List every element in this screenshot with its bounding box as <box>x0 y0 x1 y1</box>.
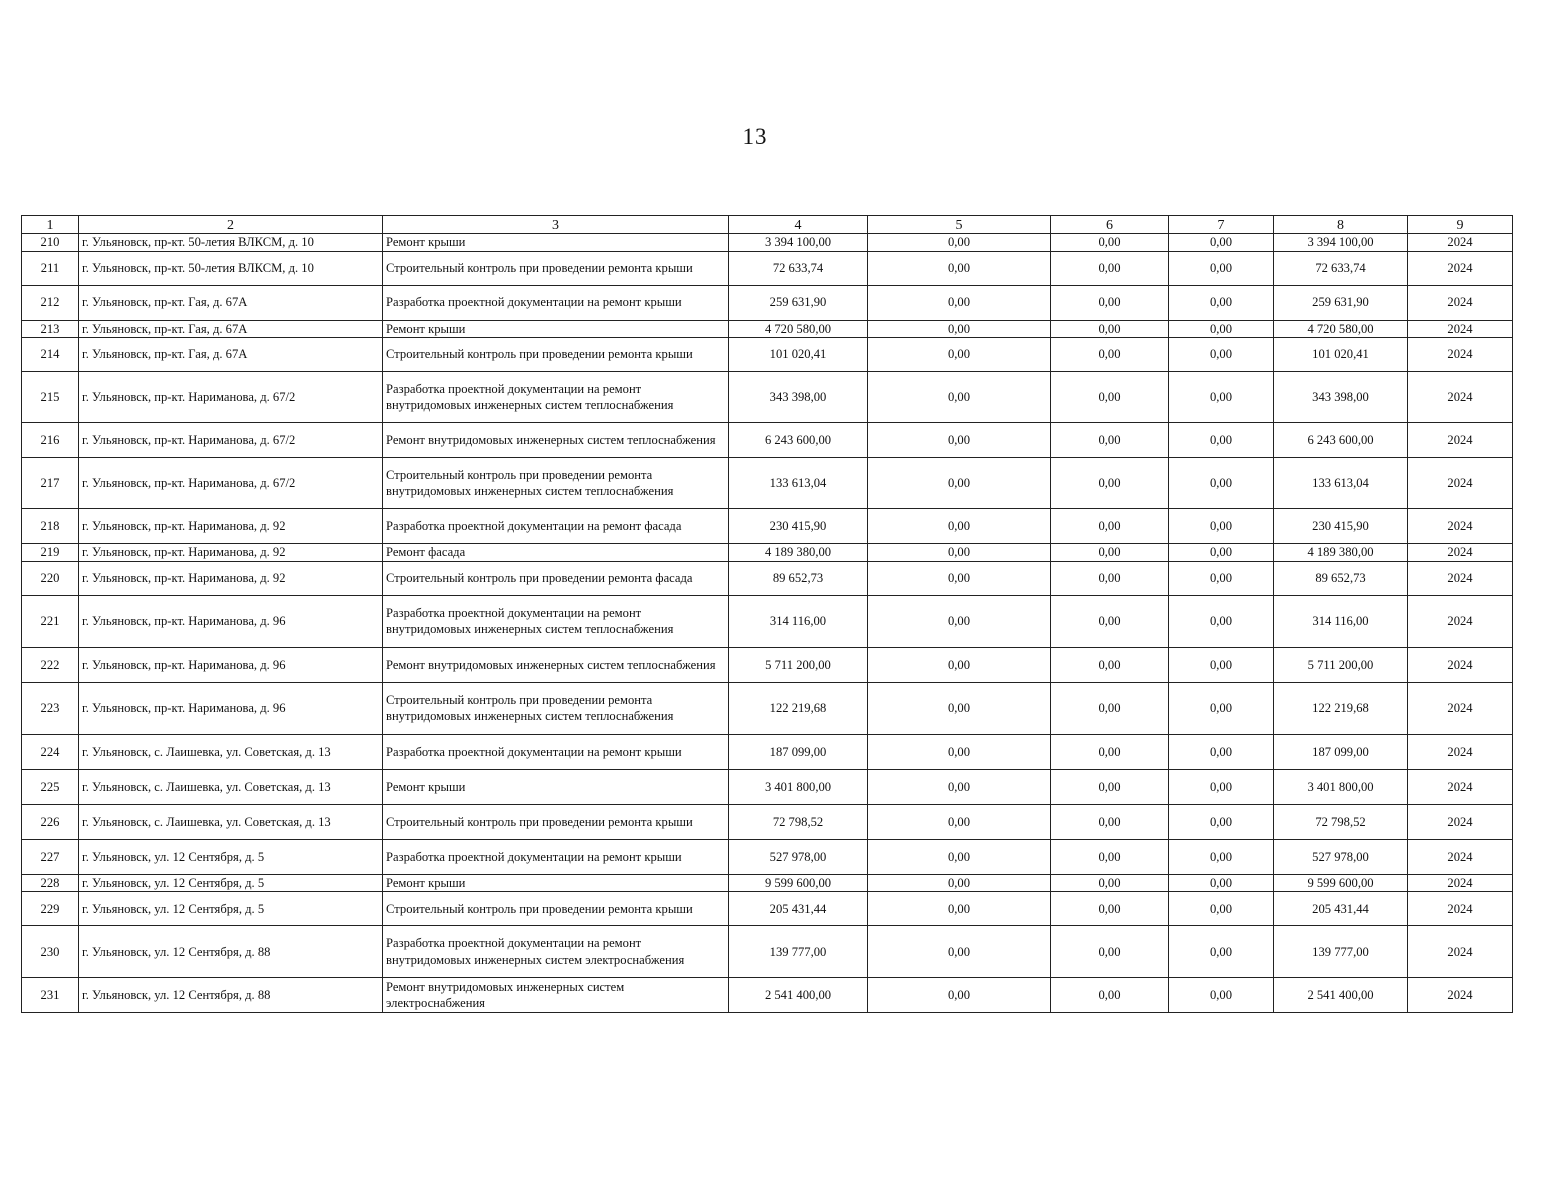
row-number: 224 <box>22 734 79 769</box>
amount-col4: 72 633,74 <box>729 251 868 285</box>
amount-col4: 314 116,00 <box>729 595 868 647</box>
work-type-cell: Разработка проектной документации на ремонт крыши <box>383 839 729 874</box>
amount-col5: 0,00 <box>868 839 1051 874</box>
amount-col8: 205 431,44 <box>1274 892 1408 926</box>
row-number: 230 <box>22 926 79 978</box>
amount-col6: 0,00 <box>1051 682 1169 734</box>
amount-col6: 0,00 <box>1051 595 1169 647</box>
table-row <box>22 682 1513 734</box>
amount-col4: 205 431,44 <box>729 892 868 926</box>
row-number: 220 <box>22 561 79 595</box>
amount-col7: 0,00 <box>1169 320 1274 338</box>
amount-col4: 2 541 400,00 <box>729 978 868 1013</box>
address-cell: г. Ульяновск, ул. 12 Сентября, д. 5 <box>79 892 383 926</box>
table-row <box>22 595 1513 647</box>
amount-col8: 4 189 380,00 <box>1274 544 1408 562</box>
amount-col4: 343 398,00 <box>729 372 868 423</box>
amount-col5: 0,00 <box>868 978 1051 1013</box>
amount-col7: 0,00 <box>1169 804 1274 839</box>
year-cell: 2024 <box>1408 769 1513 804</box>
year-cell: 2024 <box>1408 372 1513 423</box>
amount-col4: 89 652,73 <box>729 561 868 595</box>
page-number: 13 <box>742 124 768 149</box>
amount-col6: 0,00 <box>1051 839 1169 874</box>
table-row <box>22 839 1513 874</box>
work-type-cell: Строительный контроль при проведении ремонта крыши <box>383 892 729 926</box>
year-cell: 2024 <box>1408 647 1513 682</box>
amount-col6: 0,00 <box>1051 874 1169 892</box>
amount-col4: 101 020,41 <box>729 338 868 372</box>
amount-col6: 0,00 <box>1051 978 1169 1013</box>
address-cell: г. Ульяновск, пр-кт. 50-летия ВЛКСМ, д. 10 <box>79 251 383 285</box>
address-cell: г. Ульяновск, пр-кт. Гая, д. 67А <box>79 285 383 320</box>
column-header: 9 <box>1408 216 1513 234</box>
amount-col5: 0,00 <box>868 544 1051 562</box>
amount-col8: 72 633,74 <box>1274 251 1408 285</box>
work-type-cell: Строительный контроль при проведении ремонта крыши <box>383 338 729 372</box>
row-number: 213 <box>22 320 79 338</box>
amount-col6: 0,00 <box>1051 509 1169 544</box>
row-number: 225 <box>22 769 79 804</box>
address-cell: г. Ульяновск, с. Лаишевка, ул. Советская, д. 13 <box>79 769 383 804</box>
row-number: 222 <box>22 647 79 682</box>
amount-col8: 230 415,90 <box>1274 509 1408 544</box>
amount-col8: 9 599 600,00 <box>1274 874 1408 892</box>
year-cell: 2024 <box>1408 251 1513 285</box>
amount-col5: 0,00 <box>868 509 1051 544</box>
work-type-cell: Ремонт крыши <box>383 874 729 892</box>
table-row <box>22 892 1513 926</box>
table-row <box>22 285 1513 320</box>
amount-col8: 3 401 800,00 <box>1274 769 1408 804</box>
amount-col6: 0,00 <box>1051 647 1169 682</box>
work-type-cell: Строительный контроль при проведении ремонта внутридомовых инженерных систем теплоснабжения <box>383 682 729 734</box>
amount-col4: 122 219,68 <box>729 682 868 734</box>
work-type-cell: Ремонт внутридомовых инженерных систем теплоснабжения <box>383 423 729 458</box>
amount-col6: 0,00 <box>1051 561 1169 595</box>
amount-col5: 0,00 <box>868 251 1051 285</box>
row-number: 227 <box>22 839 79 874</box>
work-type-cell: Строительный контроль при проведении ремонта фасада <box>383 561 729 595</box>
amount-col5: 0,00 <box>868 423 1051 458</box>
table-row <box>22 647 1513 682</box>
work-type-cell: Разработка проектной документации на ремонт крыши <box>383 285 729 320</box>
year-cell: 2024 <box>1408 561 1513 595</box>
table-row <box>22 338 1513 372</box>
amount-col5: 0,00 <box>868 874 1051 892</box>
amount-col8: 72 798,52 <box>1274 804 1408 839</box>
amount-col8: 89 652,73 <box>1274 561 1408 595</box>
amount-col4: 3 401 800,00 <box>729 769 868 804</box>
address-cell: г. Ульяновск, пр-кт. Нариманова, д. 96 <box>79 647 383 682</box>
amount-col7: 0,00 <box>1169 509 1274 544</box>
amount-col7: 0,00 <box>1169 926 1274 978</box>
amount-col8: 2 541 400,00 <box>1274 978 1408 1013</box>
amount-col7: 0,00 <box>1169 682 1274 734</box>
year-cell: 2024 <box>1408 458 1513 509</box>
address-cell: г. Ульяновск, пр-кт. Нариманова, д. 67/2 <box>79 423 383 458</box>
row-number: 214 <box>22 338 79 372</box>
table-row <box>22 926 1513 978</box>
amount-col7: 0,00 <box>1169 647 1274 682</box>
amount-col5: 0,00 <box>868 234 1051 252</box>
amount-col8: 259 631,90 <box>1274 285 1408 320</box>
amount-col7: 0,00 <box>1169 839 1274 874</box>
amount-col5: 0,00 <box>868 804 1051 839</box>
year-cell: 2024 <box>1408 285 1513 320</box>
row-number: 231 <box>22 978 79 1013</box>
amount-col4: 9 599 600,00 <box>729 874 868 892</box>
work-type-cell: Разработка проектной документации на ремонт внутридомовых инженерных систем электроснабжения <box>383 926 729 978</box>
table-row <box>22 458 1513 509</box>
table-row <box>22 251 1513 285</box>
address-cell: г. Ульяновск, пр-кт. Нариманова, д. 67/2 <box>79 458 383 509</box>
amount-col4: 5 711 200,00 <box>729 647 868 682</box>
amount-col5: 0,00 <box>868 682 1051 734</box>
amount-col4: 259 631,90 <box>729 285 868 320</box>
amount-col8: 343 398,00 <box>1274 372 1408 423</box>
year-cell: 2024 <box>1408 595 1513 647</box>
address-cell: г. Ульяновск, с. Лаишевка, ул. Советская, д. 13 <box>79 804 383 839</box>
amount-col6: 0,00 <box>1051 544 1169 562</box>
work-type-cell: Ремонт крыши <box>383 234 729 252</box>
year-cell: 2024 <box>1408 682 1513 734</box>
amount-col8: 527 978,00 <box>1274 839 1408 874</box>
year-cell: 2024 <box>1408 423 1513 458</box>
table-row <box>22 804 1513 839</box>
table-row <box>22 874 1513 892</box>
amount-col5: 0,00 <box>868 734 1051 769</box>
row-number: 216 <box>22 423 79 458</box>
amount-col5: 0,00 <box>868 372 1051 423</box>
amount-col6: 0,00 <box>1051 285 1169 320</box>
row-number: 212 <box>22 285 79 320</box>
amount-col5: 0,00 <box>868 892 1051 926</box>
amount-col4: 4 189 380,00 <box>729 544 868 562</box>
work-type-cell: Разработка проектной документации на ремонт внутридомовых инженерных систем теплоснабжения <box>383 372 729 423</box>
table-row <box>22 544 1513 562</box>
amount-col6: 0,00 <box>1051 769 1169 804</box>
amount-col6: 0,00 <box>1051 320 1169 338</box>
row-number: 226 <box>22 804 79 839</box>
amount-col7: 0,00 <box>1169 561 1274 595</box>
column-header: 7 <box>1169 216 1274 234</box>
amount-col6: 0,00 <box>1051 251 1169 285</box>
amount-col4: 133 613,04 <box>729 458 868 509</box>
amount-col5: 0,00 <box>868 769 1051 804</box>
year-cell: 2024 <box>1408 892 1513 926</box>
row-number: 217 <box>22 458 79 509</box>
amount-col8: 3 394 100,00 <box>1274 234 1408 252</box>
work-type-cell: Строительный контроль при проведении ремонта крыши <box>383 251 729 285</box>
table-row <box>22 372 1513 423</box>
work-type-cell: Разработка проектной документации на ремонт фасада <box>383 509 729 544</box>
amount-col4: 3 394 100,00 <box>729 234 868 252</box>
address-cell: г. Ульяновск, ул. 12 Сентября, д. 88 <box>79 926 383 978</box>
column-header: 2 <box>79 216 383 234</box>
amount-col5: 0,00 <box>868 647 1051 682</box>
table-row <box>22 734 1513 769</box>
address-cell: г. Ульяновск, пр-кт. Гая, д. 67А <box>79 338 383 372</box>
row-number: 228 <box>22 874 79 892</box>
amount-col6: 0,00 <box>1051 338 1169 372</box>
amount-col4: 187 099,00 <box>729 734 868 769</box>
amount-col6: 0,00 <box>1051 734 1169 769</box>
column-header: 8 <box>1274 216 1408 234</box>
amount-col4: 72 798,52 <box>729 804 868 839</box>
address-cell: г. Ульяновск, ул. 12 Сентября, д. 88 <box>79 978 383 1013</box>
table-row <box>22 561 1513 595</box>
amount-col6: 0,00 <box>1051 804 1169 839</box>
amount-col5: 0,00 <box>868 458 1051 509</box>
amount-col7: 0,00 <box>1169 251 1274 285</box>
address-cell: г. Ульяновск, пр-кт. Нариманова, д. 92 <box>79 509 383 544</box>
work-type-cell: Ремонт крыши <box>383 769 729 804</box>
amount-col5: 0,00 <box>868 595 1051 647</box>
address-cell: г. Ульяновск, пр-кт. Нариманова, д. 92 <box>79 544 383 562</box>
column-header: 3 <box>383 216 729 234</box>
repair-register-table <box>21 215 1513 1013</box>
row-number: 211 <box>22 251 79 285</box>
row-number: 215 <box>22 372 79 423</box>
row-number: 223 <box>22 682 79 734</box>
amount-col7: 0,00 <box>1169 892 1274 926</box>
column-header: 6 <box>1051 216 1169 234</box>
amount-col7: 0,00 <box>1169 734 1274 769</box>
amount-col7: 0,00 <box>1169 978 1274 1013</box>
year-cell: 2024 <box>1408 874 1513 892</box>
amount-col6: 0,00 <box>1051 423 1169 458</box>
work-type-cell: Ремонт внутридомовых инженерных систем электроснабжения <box>383 978 729 1013</box>
work-type-cell: Ремонт крыши <box>383 320 729 338</box>
amount-col8: 139 777,00 <box>1274 926 1408 978</box>
amount-col5: 0,00 <box>868 926 1051 978</box>
amount-col7: 0,00 <box>1169 234 1274 252</box>
work-type-cell: Строительный контроль при проведении ремонта внутридомовых инженерных систем теплоснабжения <box>383 458 729 509</box>
year-cell: 2024 <box>1408 804 1513 839</box>
amount-col4: 4 720 580,00 <box>729 320 868 338</box>
amount-col4: 230 415,90 <box>729 509 868 544</box>
amount-col4: 139 777,00 <box>729 926 868 978</box>
amount-col6: 0,00 <box>1051 892 1169 926</box>
work-type-cell: Разработка проектной документации на ремонт внутридомовых инженерных систем теплоснабжения <box>383 595 729 647</box>
address-cell: г. Ульяновск, пр-кт. Нариманова, д. 67/2 <box>79 372 383 423</box>
amount-col8: 187 099,00 <box>1274 734 1408 769</box>
amount-col8: 122 219,68 <box>1274 682 1408 734</box>
column-header: 5 <box>868 216 1051 234</box>
table-row <box>22 234 1513 252</box>
table-row <box>22 423 1513 458</box>
table-row <box>22 978 1513 1013</box>
amount-col5: 0,00 <box>868 285 1051 320</box>
table-row <box>22 320 1513 338</box>
address-cell: г. Ульяновск, пр-кт. Нариманова, д. 96 <box>79 682 383 734</box>
address-cell: г. Ульяновск, с. Лаишевка, ул. Советская, д. 13 <box>79 734 383 769</box>
amount-col4: 6 243 600,00 <box>729 423 868 458</box>
header-row <box>22 216 1513 234</box>
address-cell: г. Ульяновск, пр-кт. Нариманова, д. 96 <box>79 595 383 647</box>
year-cell: 2024 <box>1408 926 1513 978</box>
amount-col8: 101 020,41 <box>1274 338 1408 372</box>
amount-col6: 0,00 <box>1051 458 1169 509</box>
address-cell: г. Ульяновск, пр-кт. Гая, д. 67А <box>79 320 383 338</box>
amount-col8: 5 711 200,00 <box>1274 647 1408 682</box>
amount-col4: 527 978,00 <box>729 839 868 874</box>
amount-col6: 0,00 <box>1051 372 1169 423</box>
amount-col8: 6 243 600,00 <box>1274 423 1408 458</box>
work-type-cell: Ремонт внутридомовых инженерных систем теплоснабжения <box>383 647 729 682</box>
row-number: 210 <box>22 234 79 252</box>
row-number: 219 <box>22 544 79 562</box>
year-cell: 2024 <box>1408 234 1513 252</box>
amount-col7: 0,00 <box>1169 285 1274 320</box>
year-cell: 2024 <box>1408 978 1513 1013</box>
address-cell: г. Ульяновск, пр-кт. Нариманова, д. 92 <box>79 561 383 595</box>
column-header: 1 <box>22 216 79 234</box>
year-cell: 2024 <box>1408 734 1513 769</box>
address-cell: г. Ульяновск, ул. 12 Сентября, д. 5 <box>79 839 383 874</box>
amount-col6: 0,00 <box>1051 234 1169 252</box>
amount-col7: 0,00 <box>1169 423 1274 458</box>
amount-col7: 0,00 <box>1169 874 1274 892</box>
row-number: 221 <box>22 595 79 647</box>
year-cell: 2024 <box>1408 509 1513 544</box>
row-number: 229 <box>22 892 79 926</box>
year-cell: 2024 <box>1408 544 1513 562</box>
amount-col5: 0,00 <box>868 561 1051 595</box>
amount-col8: 4 720 580,00 <box>1274 320 1408 338</box>
table-row <box>22 509 1513 544</box>
year-cell: 2024 <box>1408 338 1513 372</box>
work-type-cell: Разработка проектной документации на ремонт крыши <box>383 734 729 769</box>
column-header: 4 <box>729 216 868 234</box>
amount-col7: 0,00 <box>1169 458 1274 509</box>
year-cell: 2024 <box>1408 320 1513 338</box>
amount-col5: 0,00 <box>868 320 1051 338</box>
amount-col7: 0,00 <box>1169 372 1274 423</box>
amount-col7: 0,00 <box>1169 544 1274 562</box>
amount-col5: 0,00 <box>868 338 1051 372</box>
amount-col7: 0,00 <box>1169 338 1274 372</box>
amount-col7: 0,00 <box>1169 769 1274 804</box>
year-cell: 2024 <box>1408 839 1513 874</box>
amount-col6: 0,00 <box>1051 926 1169 978</box>
work-type-cell: Ремонт фасада <box>383 544 729 562</box>
row-number: 218 <box>22 509 79 544</box>
address-cell: г. Ульяновск, ул. 12 Сентября, д. 5 <box>79 874 383 892</box>
work-type-cell: Строительный контроль при проведении ремонта крыши <box>383 804 729 839</box>
amount-col8: 133 613,04 <box>1274 458 1408 509</box>
table-row <box>22 769 1513 804</box>
amount-col8: 314 116,00 <box>1274 595 1408 647</box>
address-cell: г. Ульяновск, пр-кт. 50-летия ВЛКСМ, д. 10 <box>79 234 383 252</box>
amount-col7: 0,00 <box>1169 595 1274 647</box>
